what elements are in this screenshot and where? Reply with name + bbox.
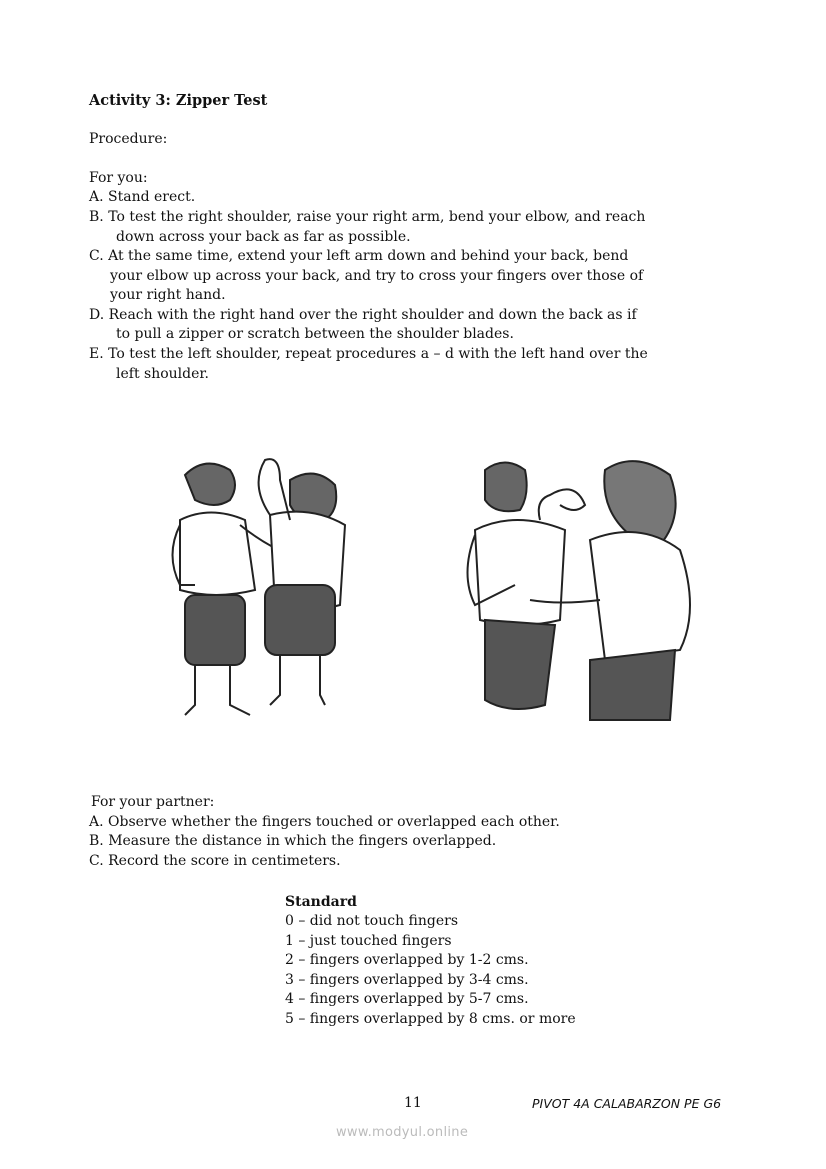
step-d-cont: to pull a zipper or scratch between the shoulder blades.	[116, 326, 514, 342]
procedure-label: Procedure:	[89, 131, 168, 147]
partner-step-b: B. Measure the distance in which the fingers overlapped.	[89, 833, 497, 849]
step-b-cont: down across your back as far as possible.	[116, 229, 411, 245]
watermark: www.modyul.online	[336, 1125, 469, 1140]
for-partner-heading: For your partner:	[91, 794, 215, 810]
step-e-cont: left shoulder.	[116, 366, 209, 382]
partner-step-c: C. Record the score in centimeters.	[89, 853, 341, 869]
standard-item: 3 – fingers overlapped by 3-4 cms.	[285, 972, 529, 988]
standard-item: 1 – just touched fingers	[285, 933, 452, 949]
standard-heading: Standard	[285, 894, 357, 910]
standard-item: 0 – did not touch fingers	[285, 913, 459, 929]
standard-item: 5 – fingers overlapped by 8 cms. or more	[285, 1011, 576, 1027]
page-number: 11	[404, 1095, 422, 1111]
step-d: D. Reach with the right hand over the right shoulder and down the back as if	[89, 307, 637, 323]
step-c-cont: your elbow up across your back, and try to cross your fingers over those of	[110, 268, 644, 284]
step-b: B. To test the right shoulder, raise your right arm, bend your elbow, and reach	[89, 209, 646, 225]
for-you-heading: For you:	[89, 170, 148, 186]
illustration-zipper-test-front	[160, 455, 350, 725]
standard-item: 2 – fingers overlapped by 1-2 cms.	[285, 952, 529, 968]
partner-step-a: A. Observe whether the fingers touched or overlapped each other.	[89, 814, 560, 830]
step-c: C. At the same time, extend your left arm down and behind your back, bend	[89, 248, 629, 264]
activity-title: Activity 3: Zipper Test	[89, 92, 268, 109]
standard-item: 4 – fingers overlapped by 5-7 cms.	[285, 991, 529, 1007]
publication-title: PIVOT 4A CALABARZON PE G6	[532, 1096, 722, 1111]
step-e: E. To test the left shoulder, repeat procedures a – d with the left hand over the	[89, 346, 648, 362]
illustration-zipper-test-back	[460, 450, 720, 730]
step-a: A. Stand erect.	[89, 189, 196, 205]
step-c-cont2: your right hand.	[110, 287, 226, 303]
